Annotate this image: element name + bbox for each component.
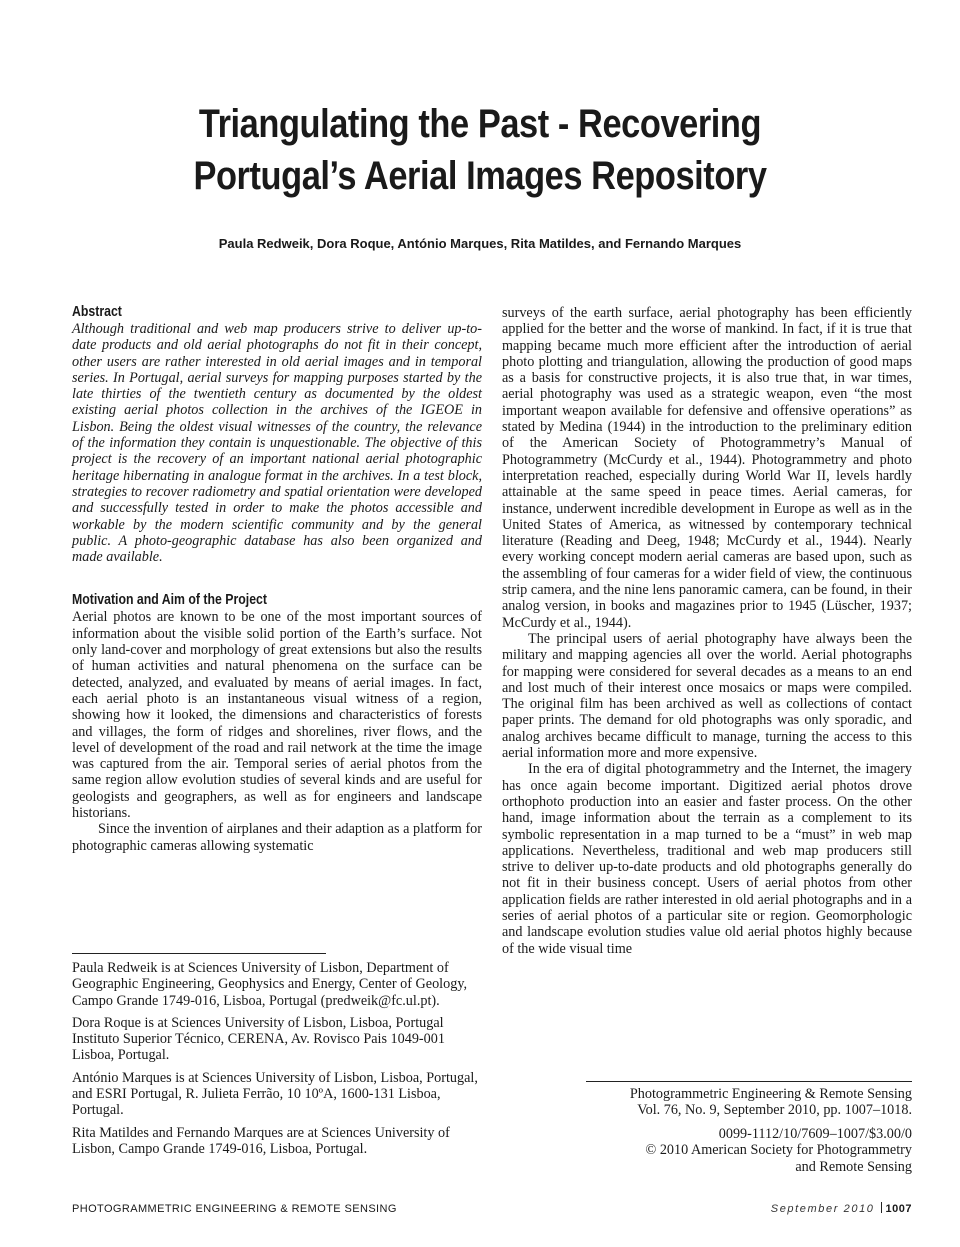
copyright-line: and Remote Sensing bbox=[795, 1158, 912, 1175]
right-column bbox=[502, 305, 912, 957]
copyright-line: © 2010 American Society for Photogrammetry bbox=[645, 1142, 912, 1159]
right-paragraph-1: surveys of the earth surface, aerial photography has been efficiently applied for the better and the worse of mankind. In fact, if it is true that mapping became much more efficient after the introduction of aerial photo plotting and triangulation, allowing the production of good maps as a basis for constructive projects, it is also true that, in war times, aerial photography was used as a strategic weapon, even “the most important weapon available for defensive and offensive operations” as stated by Medina (1944) in the introduction to the preliminary edition of the American Society of Photogrammetry’s Manual of Photogrammetry (McCurdy et al., 1944). Photogrammetry and photo interpretation reached, especially during World War II, levels hardly attainable at the same speed in peace times. Aerial cameras, for instance, underwent incredible development in Europe as well as in the United States of America, as witnessed by contemporary technical literature (Reading and Deeg, 1948; McCurdy et al., 1944). Nearly every working concept modern aerial cameras are based upon, such as the assembling of four cameras for a wider field of view, the continuous strip camera, and the nine lens panoramic camera, can be found, in their analog version, in books and magazines prior to 1945 (Lüscher, 1937; McCurdy et al., 1944). bbox=[502, 305, 912, 631]
journal-name: Photogrammetric Engineering & Remote Sensing bbox=[629, 1086, 912, 1102]
motivation-paragraph-2: Since the invention of airplanes and their adaption as a platform for photographic cameras allowing systematic bbox=[72, 821, 482, 854]
affiliation-note: António Marques is at Sciences University of Lisbon, Lisboa, Portugal, and ESRI Portugal, R. Julieta Ferrão, 10 10ºA, 1600-131 Lisboa, Portugal. bbox=[72, 1069, 478, 1119]
running-footer-page bbox=[771, 1202, 912, 1215]
paper-title bbox=[67, 98, 893, 202]
left-column bbox=[72, 303, 482, 854]
page-number: 1007 bbox=[885, 1203, 912, 1215]
abstract-heading: Abstract bbox=[72, 303, 122, 320]
journal-citation bbox=[570, 1086, 912, 1119]
affiliation-note: Rita Matildes and Fernando Marques are at Sciences University of Lisbon, Campo Grande 1749-016, Lisboa, Portugal. bbox=[72, 1124, 450, 1157]
footer-divider bbox=[881, 1202, 882, 1213]
journal-issn: 0099-1112/10/7609–1007/$3.00/0 bbox=[718, 1126, 912, 1142]
affiliation-footnotes bbox=[72, 960, 482, 1163]
abstract-text: Although traditional and web map producers strive to deliver up-to-date products and old aerial photographs do not fit in their concept, other users are rather interested in old aerial images and in temporal series. In Portugal, aerial surveys for mapping purposes started by the late thirties of the twentieth century as documented by the oldest existing aerial photos collection in the archives of the IGEOE in Lisbon. Being the oldest visual witnesses of the country, the relevance of the information they contain is unquestionable. The objective of this project is the recovery of an important national aerial photographic heritage hibernating in analogue format in the archives. In a test block, strategies to recover radiometry and spatial orientation were developed and successfully tested in order to make the photos accessible and workable by the modern scientific community and by the general public. A photo-geographic database has also been organized and made available. bbox=[72, 321, 482, 566]
title-line-2: Portugal’s Aerial Images Repository bbox=[193, 154, 767, 198]
author-list: Paula Redweik, Dora Roque, António Marques, Rita Matildes, and Fernando Marques bbox=[218, 236, 742, 251]
title-line-1: Triangulating the Past - Recovering bbox=[198, 102, 762, 146]
running-footer-journal: PHOTOGRAMMETRIC ENGINEERING & REMOTE SENSING bbox=[72, 1203, 397, 1215]
motivation-paragraph-1: Aerial photos are known to be one of the most important sources of information about the visible solid portion of the Earth’s surface. Not only land-cover and morphology of great extensions but also the results of human activities and natural phenomena on the surface can be detected, analyzed, and evaluated by means of aerial images. In fact, each aerial photo is an instantaneous visual witness of a region, showing how it looked, the dimensions and characteristics of forests and villages, the form of ridges and shorelines, river flows, and the level of development of the road and rail network at the time the image was captured from the air. Temporal series of aerial photos from the same region allow evolution studies of several kinds and are useful for geologists and geographers, as well as for engineers and landscape historians. bbox=[72, 609, 482, 822]
journal-info-rule bbox=[586, 1081, 912, 1082]
journal-copyright bbox=[570, 1126, 912, 1175]
journal-volume: Vol. 76, No. 9, September 2010, pp. 1007–1018. bbox=[637, 1102, 912, 1119]
footer-date: September 2010 bbox=[770, 1203, 875, 1215]
right-paragraph-2: The principal users of aerial photography have always been the military and mapping agencies all over the world. Aerial photographs for mapping were considered for several decades as a means to an end and lost much of their interest once mosaics or maps were compiled. The original film has been archived as well as collections of contact paper prints. The demand for old photographs was only sporadic, and analog archives became difficult to manage, turning the access to this aerial information more and more expensive. bbox=[502, 630, 912, 762]
affiliation-note: Dora Roque is at Sciences University of Lisbon, Lisboa, Portugal Instituto Superior Técnico, CERENA, Av. Rovisco Pais 1049-001 Lisboa, Portugal. bbox=[72, 1014, 445, 1064]
right-paragraph-3: In the era of digital photogrammetry and the Internet, the imagery has once again become important. Digitized aerial photos drove orthophoto production into an easier and faster process. On the other hand, image information about the terrain as a complement to its symbolic representation in a map turned to be a “must” in web map applications. Nevertheless, traditional and web map producers still strive to deliver up-to-date products and old photographs generally do not fit in their business concept. Users of aerial photos from other application fields are rather interested in old aerial photographs and in a series of aerial photos of a particular site or region. Geomorphologic and landscape evolution studies value old aerial photos highly because of the wide visual time bbox=[502, 761, 912, 957]
footnote-rule bbox=[72, 953, 326, 954]
motivation-heading: Motivation and Aim of the Project bbox=[72, 591, 267, 609]
affiliation-note: Paula Redweik is at Sciences University of Lisbon, Department of Geographic Engineering, Geophysics and Energy, Center of Geology, Campo Grande 1749-016, Lisboa, Portugal (predweik@fc.ul.pt). bbox=[72, 960, 468, 1009]
